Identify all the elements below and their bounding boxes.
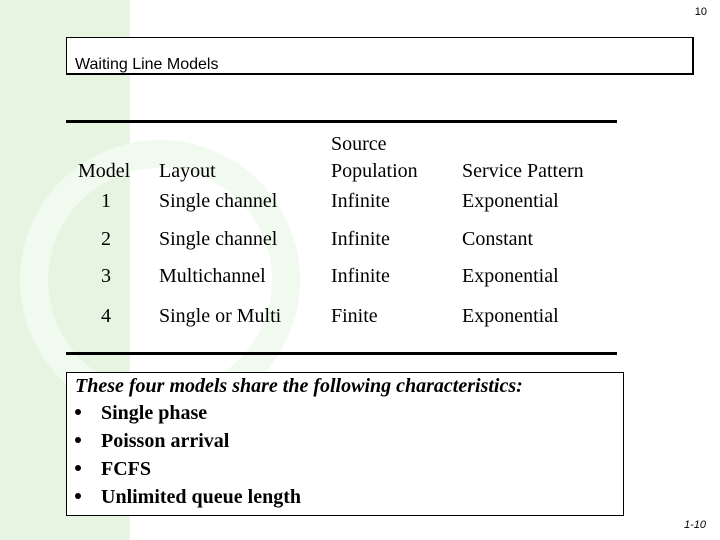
cell-model: 2 — [101, 228, 111, 250]
cell-source: Finite — [331, 305, 378, 327]
cell-source: Infinite — [331, 265, 390, 287]
cell-layout: Single channel — [159, 190, 278, 212]
table-top-rule — [66, 120, 617, 123]
slide-id: 1-10 — [683, 519, 706, 531]
header-model: Model — [78, 160, 131, 182]
bullet-icon — [75, 409, 81, 415]
bullet-icon — [75, 465, 81, 471]
cell-service: Constant — [462, 228, 534, 250]
slide-title: Waiting Line Models — [75, 56, 219, 73]
cell-model: 3 — [101, 265, 111, 287]
cell-layout: Single channel — [159, 228, 278, 250]
page-number: 10 — [694, 6, 707, 18]
list-item-label: Poisson arrival — [101, 430, 230, 452]
cell-model: 1 — [101, 190, 111, 212]
cell-layout: Single or Multi — [159, 305, 282, 327]
list-item — [75, 455, 151, 483]
bullet-icon — [75, 493, 81, 499]
characteristics-heading: These four models share the following characteristics: — [75, 375, 523, 397]
cell-source: Infinite — [331, 190, 390, 212]
header-source-line2: Population — [331, 160, 418, 182]
title-box — [66, 37, 694, 75]
list-item-label: Single phase — [101, 402, 208, 424]
header-source-line1: Source — [331, 133, 387, 155]
list-item-label: Unlimited queue length — [101, 486, 302, 508]
bullet-icon — [75, 437, 81, 443]
header-service: Service Pattern — [462, 160, 584, 182]
cell-service: Exponential — [462, 190, 559, 212]
cell-source: Infinite — [331, 228, 390, 250]
cell-service: Exponential — [462, 305, 559, 327]
header-layout: Layout — [159, 160, 216, 182]
list-item-label: FCFS — [101, 458, 151, 480]
cell-service: Exponential — [462, 265, 559, 287]
cell-model: 4 — [101, 305, 111, 327]
list-item — [75, 427, 229, 455]
list-item — [75, 483, 301, 511]
characteristics-box — [66, 372, 624, 516]
list-item — [75, 399, 207, 427]
table-bottom-rule — [66, 352, 617, 355]
cell-layout: Multichannel — [159, 265, 266, 287]
